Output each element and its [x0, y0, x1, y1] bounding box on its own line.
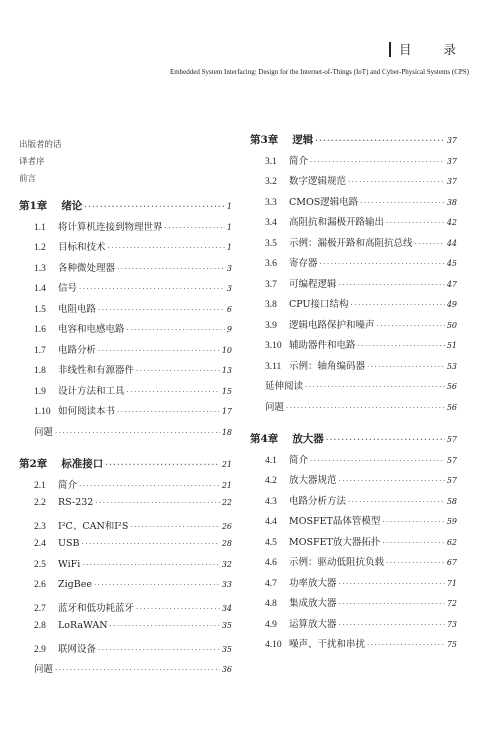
section-title: LoRaWAN: [58, 620, 108, 631]
toc-entry[interactable]: [250, 493, 457, 514]
page-number: 53: [446, 361, 457, 371]
section-title: USB: [58, 538, 80, 549]
section-title: RS-232: [58, 497, 94, 508]
page-number: 32: [221, 559, 232, 569]
page-number: 33: [221, 580, 232, 589]
leader-dots: [360, 199, 445, 207]
page-number: 57: [446, 455, 457, 465]
section-number: 3.8: [265, 300, 277, 310]
leader-dots: [98, 347, 220, 355]
section-number: 4.9: [265, 619, 277, 630]
toc-entry[interactable]: [250, 153, 457, 174]
leader-dots: [136, 605, 220, 613]
toc-entry[interactable]: [250, 513, 457, 534]
toc-chapter[interactable]: [19, 456, 232, 477]
page-number: 21: [221, 460, 232, 469]
chapter-title: 放大器: [292, 433, 324, 445]
toc-entry[interactable]: [19, 301, 232, 322]
toc-right-column: [250, 132, 457, 657]
section-number: 4.3: [265, 496, 277, 507]
toc-entry[interactable]: [250, 378, 457, 399]
section-number: 2.1: [34, 480, 46, 491]
contents-header: [389, 40, 470, 58]
section-title: 各种微处理器: [58, 262, 116, 274]
leader-dots: [117, 408, 220, 416]
leader-dots: [339, 477, 445, 485]
section-number: 1.8: [34, 366, 46, 376]
section-number: 1.6: [34, 325, 46, 335]
section-title: 简介: [289, 155, 309, 167]
leader-dots: [367, 363, 445, 371]
section-title: 问题: [265, 401, 285, 413]
page-number: 37: [446, 177, 457, 186]
section-title: 逻辑电路保护和噪声: [289, 319, 375, 331]
section-title: 可编程逻辑: [289, 278, 337, 290]
toc-entry[interactable]: [19, 383, 232, 404]
section-number: 3.3: [265, 197, 277, 208]
leader-dots: [326, 435, 445, 444]
page-number: 37: [446, 136, 457, 145]
section-number: 1.7: [34, 345, 46, 356]
section-title: 蓝牙和低功耗蓝牙: [58, 602, 135, 614]
page-number: 10: [221, 345, 232, 355]
leader-dots: [367, 641, 445, 649]
section-number: 2.2: [34, 498, 46, 508]
page-number: 37: [446, 156, 457, 166]
section-title: WiFi: [58, 558, 81, 570]
page-number: 62: [446, 537, 457, 547]
section-number: 3.10: [265, 341, 282, 351]
leader-dots: [127, 326, 225, 334]
leader-dots: [130, 523, 219, 531]
toc-entry[interactable]: [250, 173, 457, 194]
page-number: 58: [446, 496, 457, 506]
section-title: CPU接口结构: [289, 299, 349, 310]
section-number: 2.6: [34, 580, 46, 590]
toc-entry[interactable]: [250, 296, 457, 317]
page-number: 18: [221, 427, 232, 437]
section-title: MOSFET晶体管模型: [289, 516, 381, 527]
chapter-number: 第2章: [19, 458, 48, 470]
chapter-title: 绪论: [61, 200, 83, 212]
page-number: 42: [446, 218, 457, 227]
leader-dots: [382, 518, 444, 526]
section-number: 4.5: [265, 537, 277, 548]
page-number: 51: [446, 341, 457, 350]
section-number: 2.7: [34, 603, 46, 614]
section-title: 如何阅读本书: [58, 406, 116, 417]
leader-dots: [348, 498, 445, 506]
chapter-number: 第3章: [250, 134, 279, 146]
leader-dots: [84, 202, 225, 211]
section-title: 延伸阅读: [265, 381, 304, 392]
toc-entry[interactable]: [250, 595, 457, 616]
book-subtitle: Embedded System Interfacing: Design for the Internet-of-Things (IoT) and Cyber-Physical Systems (CPS): [169, 68, 469, 76]
chapter-spacer: [250, 419, 457, 431]
toc-entry[interactable]: [250, 399, 457, 420]
page-number: 26: [221, 521, 232, 531]
leader-dots: [55, 666, 220, 674]
section-title: 设计方法和工具: [58, 385, 125, 397]
toc-entry[interactable]: [250, 255, 457, 276]
section-number: 2.3: [34, 521, 46, 532]
chapter-spacer: [19, 444, 232, 456]
section-number: 4.1: [265, 455, 277, 466]
leader-dots: [79, 482, 220, 490]
toc-entry[interactable]: [250, 452, 457, 473]
page-number: 34: [221, 603, 232, 613]
section-number: 4.4: [265, 517, 277, 527]
chapter-title: 逻辑: [292, 134, 314, 146]
page-number: 3: [226, 284, 232, 293]
section-number: 3.9: [265, 320, 277, 331]
toc-entry[interactable]: [19, 260, 232, 281]
section-number: 3.7: [265, 279, 277, 290]
page-number: 67: [446, 558, 457, 567]
section-title: 问题: [34, 664, 54, 675]
section-number: 3.6: [265, 259, 277, 269]
page-number: 45: [446, 259, 457, 268]
section-title: 目标和技术: [58, 242, 106, 253]
page-number: 71: [446, 578, 457, 588]
leader-dots: [55, 429, 220, 437]
page-number: 13: [221, 366, 232, 375]
section-number: 3.1: [265, 156, 277, 167]
chapter-title: 标准接口: [61, 458, 104, 470]
page-number: 47: [446, 279, 457, 289]
page-number: 1: [226, 222, 232, 232]
toc-chapter[interactable]: [250, 431, 457, 452]
toc-entry[interactable]: [19, 518, 232, 539]
page-number: 35: [221, 621, 232, 630]
section-number: 3.2: [265, 177, 277, 187]
section-title: 电容和电感电路: [58, 324, 125, 335]
section-title: 放大器规范: [289, 475, 337, 486]
section-number: 4.6: [265, 558, 277, 568]
leader-dots: [82, 540, 220, 548]
toc-chapter[interactable]: [19, 198, 232, 219]
toc-entry[interactable]: [19, 403, 232, 424]
leader-dots: [98, 646, 220, 654]
toc-entry[interactable]: [19, 538, 232, 559]
page-number: 6: [226, 304, 232, 314]
toc-entry[interactable]: [250, 317, 457, 338]
page-number: 9: [226, 325, 232, 334]
page-number: 72: [446, 599, 457, 608]
leader-dots: [108, 244, 225, 252]
section-title: 非线性和有源器件: [58, 365, 135, 376]
leader-dots: [310, 158, 445, 166]
page-number: 22: [221, 498, 232, 507]
toc-entry[interactable]: [19, 579, 232, 600]
leader-dots: [377, 322, 445, 330]
toc-entry[interactable]: [250, 636, 457, 657]
page-number: 36: [221, 665, 232, 674]
leader-dots: [339, 600, 445, 608]
section-number: 1.4: [34, 284, 46, 294]
section-number: 1.10: [34, 407, 51, 417]
leader-dots: [415, 240, 445, 248]
chapter-number: 第1章: [19, 200, 48, 212]
leader-dots: [94, 581, 220, 589]
toc-entry[interactable]: [250, 554, 457, 575]
section-title: 电路分析方法: [289, 495, 347, 507]
section-title: I²C、CAN和I²S: [58, 520, 129, 532]
toc-entry[interactable]: [250, 214, 457, 235]
page-number: 57: [446, 435, 457, 444]
toc-left-column: [19, 198, 232, 682]
section-number: 3.5: [265, 238, 277, 249]
section-title: 高阻抗和漏极开路输出: [289, 217, 385, 228]
section-number: 1.5: [34, 304, 46, 315]
section-number: 4.10: [265, 640, 282, 650]
toc-entry[interactable]: [19, 362, 232, 383]
toc-entry[interactable]: [250, 616, 457, 637]
section-number: 2.4: [34, 539, 46, 549]
leader-dots: [386, 219, 445, 227]
toc-entry[interactable]: [19, 497, 232, 518]
leader-dots: [320, 260, 445, 268]
leader-dots: [105, 460, 220, 469]
page-title: 目 录: [399, 42, 470, 57]
section-number: 4.2: [265, 476, 277, 486]
toc-entry[interactable]: [250, 235, 457, 256]
section-title: 电路分析: [58, 344, 97, 356]
section-number: 2.8: [34, 621, 46, 631]
page-number: 15: [221, 386, 232, 396]
section-title: 联网设备: [58, 643, 97, 655]
page-number: 49: [446, 300, 457, 309]
section-number: 2.5: [34, 559, 46, 570]
section-title: 寄存器: [289, 258, 318, 269]
section-number: 3.4: [265, 218, 277, 228]
leader-dots: [136, 367, 220, 375]
toc-entry[interactable]: [250, 194, 457, 215]
page-number: 56: [446, 382, 457, 391]
toc-entry[interactable]: [19, 559, 232, 580]
section-title: 集成放大器: [289, 598, 337, 609]
toc-entry[interactable]: [250, 472, 457, 493]
leader-dots: [165, 224, 225, 232]
front-matter-item[interactable]: 出版者的话: [19, 140, 62, 150]
section-title: 信号: [58, 283, 78, 294]
section-title: 辅助器件和电路: [289, 340, 356, 351]
page-number: 75: [446, 640, 457, 649]
toc-entry[interactable]: [19, 280, 232, 301]
section-number: 1.1: [34, 222, 46, 233]
toc-entry[interactable]: [19, 600, 232, 621]
header-divider: [389, 42, 391, 57]
leader-dots: [310, 457, 445, 465]
section-title: 数字逻辑规范: [289, 176, 347, 187]
toc-entry[interactable]: [19, 342, 232, 363]
section-number: 4.8: [265, 599, 277, 609]
leader-dots: [348, 178, 445, 186]
leader-dots: [110, 622, 220, 630]
section-title: 噪声、干扰和串扰: [289, 639, 366, 650]
leader-dots: [98, 306, 225, 314]
page-number: 1: [226, 243, 232, 252]
front-matter-item[interactable]: 译者序: [19, 157, 45, 167]
leader-dots: [315, 136, 445, 145]
page-number: 1: [226, 202, 232, 211]
toc-entry[interactable]: [19, 641, 232, 662]
front-matter-item[interactable]: 前言: [19, 174, 37, 184]
leader-dots: [382, 539, 444, 547]
section-title: 功率放大器: [289, 577, 337, 589]
page-number: 21: [221, 480, 232, 490]
section-number: 2.9: [34, 644, 46, 655]
toc-entry[interactable]: [19, 661, 232, 682]
page-number: 73: [446, 619, 457, 629]
section-title: 问题: [34, 426, 54, 438]
leader-dots: [358, 342, 445, 350]
leader-dots: [79, 285, 225, 293]
leader-dots: [386, 559, 445, 567]
leader-dots: [339, 580, 445, 588]
leader-dots: [82, 561, 220, 569]
toc-entry[interactable]: [250, 358, 457, 379]
toc-chapter[interactable]: [250, 132, 457, 153]
page-number: 28: [221, 539, 232, 548]
page-number: 17: [221, 407, 232, 416]
toc-entry[interactable]: [19, 239, 232, 260]
toc-entry[interactable]: [250, 575, 457, 596]
leader-dots: [305, 383, 445, 391]
section-title: MOSFET放大器拓扑: [289, 536, 381, 548]
page-number: 57: [446, 476, 457, 485]
section-title: 示例：驱动低阻抗负载: [289, 557, 385, 568]
toc-entry[interactable]: [250, 337, 457, 358]
page-number: 59: [446, 517, 457, 526]
toc-entry[interactable]: [19, 620, 232, 641]
toc-entry[interactable]: [19, 219, 232, 240]
page-number: 35: [221, 644, 232, 654]
toc-entry[interactable]: [19, 424, 232, 445]
section-number: 4.7: [265, 578, 277, 589]
section-title: 示例：漏极开路和高阻抗总线: [289, 237, 413, 249]
toc-entry[interactable]: [250, 276, 457, 297]
leader-dots: [351, 301, 445, 309]
section-title: 电阻电路: [58, 303, 97, 315]
toc-entry[interactable]: [19, 321, 232, 342]
page-number: 50: [446, 320, 457, 330]
leader-dots: [95, 499, 219, 507]
page-number: 56: [446, 402, 457, 412]
section-title: 将计算机连接到物理世界: [58, 221, 163, 233]
section-title: ZigBee: [58, 579, 92, 590]
section-number: 1.3: [34, 263, 46, 274]
leader-dots: [286, 404, 445, 412]
chapter-number: 第4章: [250, 433, 279, 445]
page-number: 38: [446, 197, 457, 207]
section-title: 运算放大器: [289, 618, 337, 630]
section-number: 1.2: [34, 243, 46, 253]
section-title: 简介: [289, 454, 309, 466]
leader-dots: [339, 621, 445, 629]
front-matter: [19, 137, 62, 188]
page-number: 3: [226, 263, 232, 273]
leader-dots: [127, 388, 220, 396]
leader-dots: [117, 265, 225, 273]
toc-entry[interactable]: [19, 477, 232, 498]
section-title: 示例：轴角编码器: [289, 360, 366, 372]
leader-dots: [339, 281, 445, 289]
section-number: 3.11: [265, 361, 282, 372]
section-title: CMOS逻辑电路: [289, 196, 359, 208]
section-title: 简介: [58, 479, 78, 491]
page-number: 44: [446, 238, 457, 248]
toc-entry[interactable]: [250, 534, 457, 555]
section-number: 1.9: [34, 386, 46, 397]
